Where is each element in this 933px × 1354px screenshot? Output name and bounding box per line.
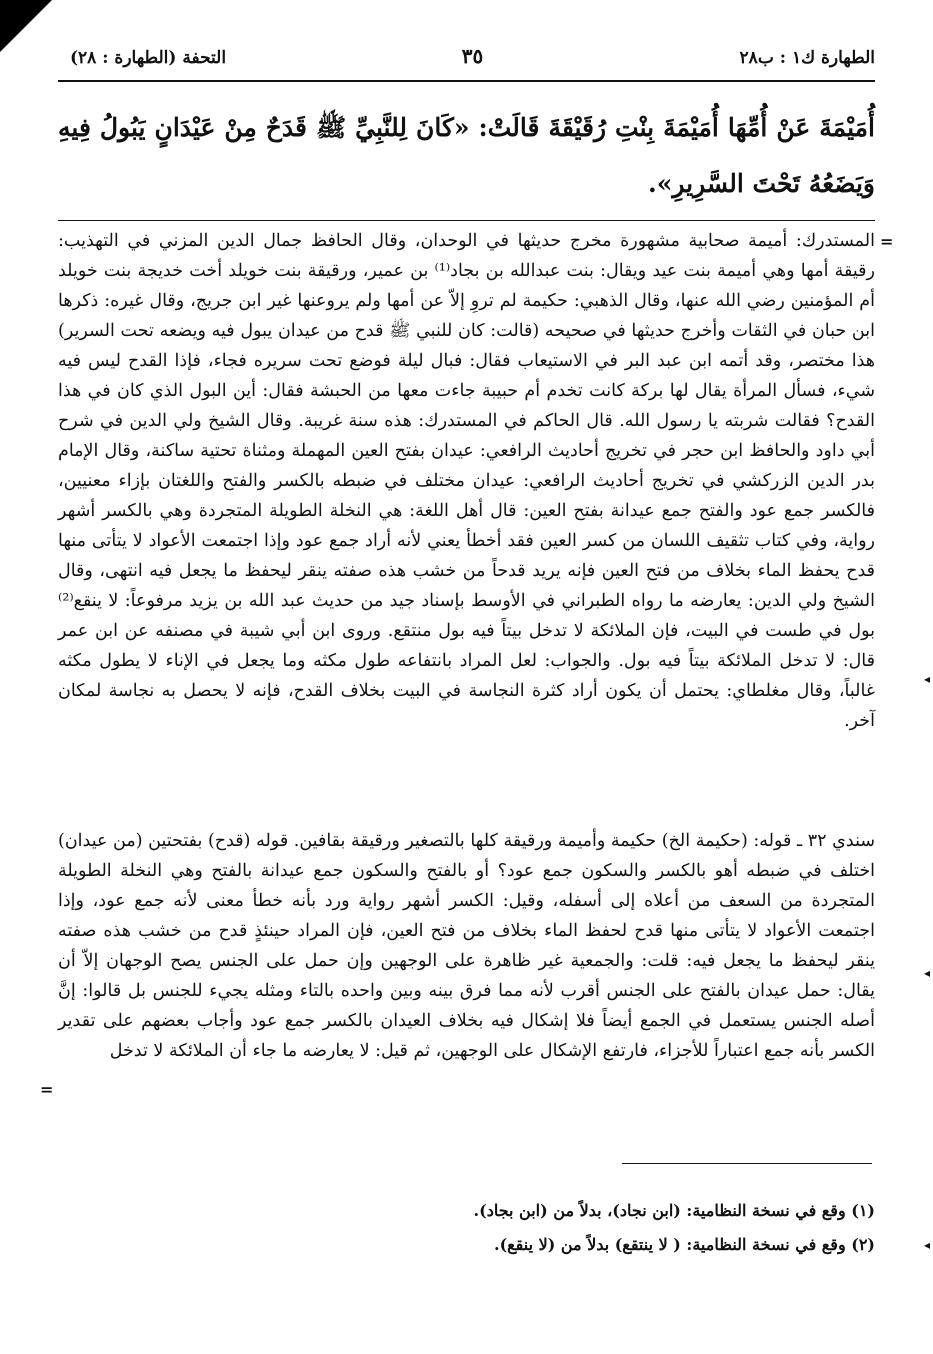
header-section-ref: الطهارة ك١ : ب٢٨ (739, 48, 875, 68)
margin-bullet-mark: ◂ (924, 1238, 931, 1252)
hadith-rule (58, 220, 875, 221)
margin-equals-mark: = (40, 1080, 54, 1099)
page-header (70, 42, 875, 76)
scan-corner-mark (0, 0, 52, 52)
footnote-item: (٢) وقع في نسخة النظامية: ( لا ينتقع) بدلاً من (لا ينقع). (494, 1235, 875, 1254)
hadith-text: أُمَيْمَةَ عَنْ أُمِّهَا أُمَيْمَةَ بِنْتِ رُقَيْقَةَ قَالَتْ: «كَانَ لِلنَّبِيِّ ﷺ قَدَحٌ مِنْ عَيْدَانٍ يَبُولُ فِيهِ وَيَضَعُهُ تَحْتَ السَّرِيرِ». (58, 113, 875, 198)
footnote-item: (١) وقع في نسخة النظامية: (ابن نجاد)، بدلاً من (ابن بجاد). (473, 1201, 875, 1220)
header-rule (58, 80, 875, 82)
commentary-mustadrak: المستدرك: أميمة صحابية مشهورة مخرج حديثها في الوحدان، وقال الحافظ جمال الدين المزني في التهذيب: رقيقة أمها وهي أميمة بنت عيد ويقال: بنت عبدالله بن بجاد⁽¹⁾ بن عمير، ورقيقة بنت خويلد أخت خديجة بنت خويلد أم المؤمنين رضي الله عنها، وقال الذهبي: حكيمة لم تروِ إلاّ عن أمها ولم يروعنها غير ابن جريج، وقال غيره: ذكرها ابن حبان في الثقات وأخرج حديثها في صحيحه (قالت: كان للنبي ﷺ قدح من عيدان يبول فيه ويضعه تحت السرير) هذا مختصر، وقد أتمه ابن عبد البر في الاستيعاب فقال: فبال ليلة فوضع تحت سريره فجاء، فإذا القدح ليس فيه شيء، فسأل المرأة يقال لها بركة كانت تخدم أم حبيبة جاءت معها من الحبشة فقال: أين البول الذي كان في هذا القدح؟ فقالت شربته يا رسول الله. قال الحاكم في المستدرك: هذه سنة غريبة. وقال الشيخ ولي الدين في شرح أبي داود والحافظ ابن حجر في تخريج أحاديث الرافعي: عيدان بفتح العين المهملة ومثناة تحتية ساكنة، وقال الإمام بدر الدين الزركشي في تخريج أحاديث الرافعي: عيدان مختلف في ضبطه بالكسر والفتح واللغتان بإزاء معنيين، فالكسر جمع عود والفتح جمع عيدانة بفتح العين: قال أهل اللغة: هي النخلة الطويلة المتجردة وهي بالكسر أشهر رواية، وفي كتاب تثقيف اللسان من كسر العين فقد أخطأ يعني لأنه أراد جمع عود وإذا اجتمعت الأعواد لا يتأتى منها قدح يحفظ الماء بخلاف من فتح العين فإنه يريد قدحاً من خشب هذه صفته ينقر ليحفظ ما يجعل فيه انتهى، وقال الشيخ ولي الدين: يعارضه ما رواه الطبراني في الأوسط بإسناد جيد من حديث عبد الله بن يزيد مرفوعاً: لا ينقع⁽²⁾ بول في طست في البيت، فإن الملائكة لا تدخل بيتاً فيه بول منتقع. وروى ابن أبي شيبة في مصنفه عن ابن عمر قال: لا تدخل الملائكة بيتاً فيه بول. والجواب: لعل المراد بانتفاعه طول مكثه وما يجعل في الإناء لا يطول مكثه غالباً، وقال مغلطاي: يحتمل أن يكون أراد كثرة النجاسة في البيت بخلاف القدح، فإنه لا يحصل به نجاسة لمكان آخر. (58, 231, 875, 731)
footnote-rule (622, 1163, 872, 1164)
page-number: ٣٥ (461, 44, 484, 68)
header-book-ref: التحفة (الطهارة : ٢٨) (70, 48, 227, 68)
commentary-sindi: سندي ٣٢ ـ قوله: (حكيمة الخ) حكيمة وأميمة ورقيقة كلها بالتصغير ورقيقة بقافين. قوله (قدح) بفتحتين (من عيدان) اختلف في ضبطه أهو بالكسر والسكون جمع عود؟ أو بالفتح والسكون جمع عيدانة بالفتح وهي النخلة الطويلة المتجردة من السعف من أعلاه إلى أسفله، وقيل: الكسر أشهر رواية ورد بأنه خطأ معنى لأنه جمع عود، وإذا اجتمعت الأعواد لا يتأتى منها قدح لحفظ الماء بخلاف من فتح العين، فإن المراد حينئذٍ قدح من خشب هذه صفته ينقر ليحفظ ما يجعل فيه: قلت: والجمعية غير ظاهرة على الوجهين وإن حمل على الجنس يصح الوجهان إلاّ أن يقال: حمل عيدان بالفتح على الجنس أقرب لأنه مما فرق بينه وبين واحده بالتاء ومثله يجيء للجنس بل قالوا: إنَّ أصله الجنس يستعمل في الجمع أيضاً فلا إشكال فيه بخلاف العيدان بالكسر جمع عود وأجاب بعضهم على تقدير الكسر بأنه جمع اعتباراً للأجزاء، فارتفع الإشكال على الوجهين، ثم قيل: لا يعارضه ما جاء أن الملائكة لا تدخل (58, 831, 876, 1061)
footnotes (300, 1194, 875, 1262)
margin-bullet-mark: ◂ (924, 672, 931, 686)
margin-bullet-mark: ◂ (924, 966, 931, 980)
margin-equals-mark: = (880, 232, 894, 251)
